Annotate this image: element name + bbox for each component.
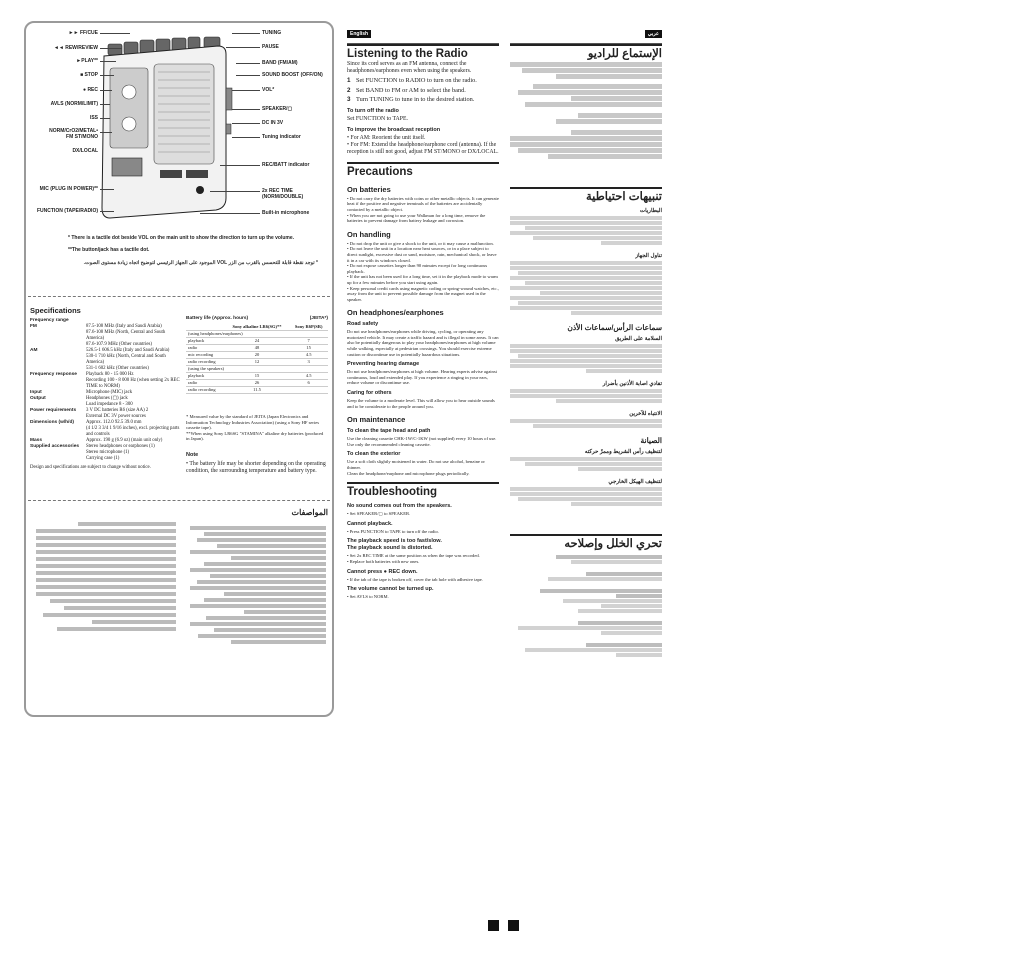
arabic-troubleshooting-text	[510, 555, 662, 657]
leader-line	[210, 191, 260, 192]
ts-question: The volume cannot be turned up.	[347, 586, 434, 593]
clean-head-text: Use the cleaning cassette CHK-1W/C-1KW (not supplied) every 10 hours of use. Use only the recommended cleaning cassette.	[347, 436, 497, 447]
listening-intro: Since its cord serves as an FM antenna, connect the headphones/earphones even when using the speakers.	[347, 61, 472, 74]
step-3: 3 Turn TUNING to tune in to the desired station.	[347, 96, 475, 104]
clean-exterior-text: Use a soft cloth slightly moistened in water. Do not use alcohol, benzine or thinner. Clean the headphone/earphone and microphone plugs periodically.	[347, 459, 485, 476]
leader-line	[232, 90, 260, 91]
battery-footnotes: * Measured value by the standard of JEITA (Japan Electronics and Information Technology Industries Association) (using a Sony HF series cassette tape). **When using Sony LR6SG "STAMINA" alkaline dry batteries (produced in Japan).	[186, 414, 324, 442]
ts-question: No sound comes out from the speakers.	[347, 503, 452, 510]
ts-answer: • Press FUNCTION to TAPE to turn off the radio.	[347, 528, 439, 534]
leader-line	[200, 213, 260, 214]
label-avls: AVLS (NORM/LIMIT)	[50, 101, 98, 107]
label-speaker: SPEAKER/▢	[262, 106, 293, 112]
label-tuning: TUNING	[262, 30, 282, 36]
leader-line	[236, 63, 260, 64]
page-marker-left	[488, 920, 499, 931]
label-rec: ● REC	[83, 87, 98, 93]
arabic-listening-text	[510, 62, 662, 159]
arabic-road-safety-text	[510, 344, 662, 373]
on-handling-text: • Do not drop the unit or give a shock to the unit, or it may cause a malfunction. • Do not leave the unit in a location near heat sources, or in a place subject to direct sunlight, excessive dust or sand, moisture, rain, mechanical shock, or leave it in a car with its windows closed. • Do not expose cassettes longer than 90 minutes except for long continuous playback. • If the unit has not been used for a long time, set it in the playback mode to warm up for a few minutes before you start using again. • Keep personal credit cards using magnetic coding or spring-wound watches, etc., away from the unit to prevent possible damage from the magnet used in the speaker.	[347, 240, 499, 302]
improve-text: • For AM: Reorient the unit itself. • For FM: Extend the headphone/earphone cord (antenna). If the reception is still not good, adjust FM ST/MONO or DX/LOCAL.	[347, 134, 499, 155]
spec-row: Input Microphone (MIC) jack	[30, 390, 133, 395]
leader-line	[100, 61, 116, 62]
leader-line	[236, 75, 260, 76]
label-tuning-indicator: Tuning indicator	[262, 134, 301, 140]
arabic-precautions-title: تنبيهات احتياطية	[510, 187, 662, 204]
arabic-handling-text	[510, 261, 662, 315]
table-row: playback 15 4.5	[186, 373, 328, 380]
specs-title: Specifications	[30, 306, 81, 315]
ts-question: Cannot playback.	[347, 520, 393, 527]
label-built-in-mic: Built-in microphone	[262, 210, 310, 216]
improve-heading: To improve the broadcast reception	[347, 126, 441, 133]
label-pause: PAUSE	[262, 44, 279, 50]
spec-row: Mass Approx. 190 g (6.9 oz) (main unit only)	[30, 438, 163, 443]
label-mic: MIC (PLUG IN POWER)**	[39, 186, 98, 192]
leader-line	[226, 47, 260, 48]
hearing-heading: Preventing hearing damage	[347, 361, 420, 368]
diagram-note-arabic: * توجد نقطة قابلة للتحسس بالقرب من الزر VOL الموجود على الجهاز الرئيسي لتوضيح اتجاه زيادة مستوى الصوت.	[83, 260, 318, 266]
turn-off-heading: To turn off the radio	[347, 107, 399, 114]
arabic-maintenance-heading: الصيانة	[640, 436, 662, 445]
caring-text: Keep the volume to a moderate level. This will allow you to hear outside sounds and to be considerate to the people around you.	[347, 398, 495, 409]
spec-row: Dimensions (w/h/d) Approx. 112.0 92.5 39.0 mm (4 1/2 3 3/4 1 9/16 inches), excl. projecting parts and controls	[30, 420, 180, 437]
ts-answer: • Set AVLS to NORM.	[347, 594, 389, 600]
clean-exterior-heading: To clean the exterior	[347, 451, 401, 458]
ts-question: The playback speed is too fast/slow. The playback sound is distorted.	[347, 538, 442, 552]
table-row: playback 24 7	[186, 338, 328, 345]
label-rew-review: ◄◄ REW/REVIEW	[53, 45, 98, 51]
step-1: 1 Set FUNCTION to RADIO to turn on the radio.	[347, 77, 477, 84]
label-stop: ■ STOP	[80, 72, 98, 78]
dashed-divider	[28, 500, 330, 501]
on-batteries-text: • Do not carry the dry batteries with coins or other metallic objects. It can generate heat if the positive and negative terminals of the batteries are accidentally contacted by a metallic object. • When you are not going to use your Walkman for a long time, remove the batteries to prevent damage from battery leakage and corrosion.	[347, 195, 499, 224]
label-play: ►PLAY**	[76, 58, 98, 64]
spec-row: Frequency response Playback 80 - 15 000 Hz Recording 100 - 8 000 Hz (when setting 2x REC TIME to NORM)	[30, 372, 180, 389]
label-ff-cue: ►► FF/CUE	[68, 30, 98, 36]
arabic-hearing-text	[510, 389, 662, 403]
arabic-clean-exterior-text	[510, 487, 662, 506]
label-function: FUNCTION (TAPE/RADIO)	[36, 208, 98, 214]
battery-note-text: • The battery life may be shorter depending on the operating condition, the surrounding temperature and battery type.	[186, 461, 326, 474]
table-row: radio recording 12 3	[186, 359, 328, 366]
arabic-others-text	[510, 419, 662, 428]
leader-line	[100, 211, 114, 212]
arabic-batteries-heading: البطاريات	[639, 208, 662, 214]
leader-line	[100, 132, 112, 133]
ts-answer: • Set SPEAKER/▢ to SPEAKER.	[347, 511, 411, 517]
arabic-tab: عربي	[645, 30, 662, 38]
label-rec-batt: REC/BATT indicator	[262, 162, 310, 168]
ts-question: Cannot press ● REC down.	[347, 568, 418, 575]
maintenance-heading: On maintenance	[347, 415, 406, 425]
walkman-device-illustration	[100, 28, 245, 228]
specs-list	[30, 318, 182, 471]
leader-line	[232, 123, 260, 124]
road-safety-heading: Road safety	[347, 321, 379, 328]
english-tab: English	[347, 30, 371, 38]
on-headphones-heading: On headphones/earphones	[347, 308, 444, 318]
label-band: BAND (FM/AM)	[262, 60, 298, 66]
arabic-clean-exterior-heading: لتنظيف الهيكل الخارجي	[608, 479, 662, 485]
table-row: mic recording 20 4.5	[186, 352, 328, 359]
arabic-listening-title: الإستماع للراديو	[510, 44, 662, 61]
arabic-specs-text	[190, 524, 326, 646]
on-batteries-heading: On batteries	[347, 184, 391, 194]
leader-line	[100, 104, 110, 105]
table-row: radio recording 11.5	[186, 387, 328, 394]
dashed-divider	[28, 296, 330, 297]
arabic-others-heading: الانتباه للآخرين	[629, 411, 662, 417]
clean-head-heading: To clean the tape head and path	[347, 428, 431, 435]
english-column	[347, 22, 499, 601]
diagram-note-2: **The button/jack has a tactile dot.	[68, 247, 150, 253]
troubleshooting-title: Troubleshooting	[347, 482, 499, 499]
table-row: radio 26 6	[186, 380, 328, 387]
arabic-headphones-heading: سماعات الرأس/سماعات الأذن	[567, 323, 662, 332]
battery-note-title: Note	[186, 452, 199, 458]
ts-answer: • If the tab of the tape is broken off, cover the tab hole with adhesive tape.	[347, 576, 483, 582]
specs-footer: Design and specifications are subject to change without notice.	[30, 465, 151, 470]
turn-off-text: Set FUNCTION to TAPE.	[347, 115, 408, 122]
spec-row: AM 526.5-1 606.5 kHz (Italy and Saudi Arabia) 530-1 710 kHz (North, Central and South America) 531-1 602 kHz (Other countries)	[30, 348, 170, 371]
arabic-batteries-text	[510, 216, 662, 245]
arabic-troubleshooting-title: تحري الخلل وإصلاحه	[510, 534, 662, 551]
label-dc-in: DC IN 3V	[262, 120, 284, 126]
leader-line	[100, 90, 112, 91]
leader-line	[100, 48, 122, 49]
arabic-specs-title: المواصفات	[291, 508, 328, 517]
label-iss: ISS	[89, 115, 98, 121]
label-dx-local: DX/LOCAL	[72, 148, 98, 154]
label-sound-boost: SOUND BOOST (OFF/ON)	[262, 72, 323, 78]
battery-table: Sony alkaline LR6(SG)** Sony R6P(SR) (using headphones/earphones) playback 24 7 radio 48 15 mic recording 20 4.5 radio recording 12 3 (using the speakers) playback 15 4.5 radio 26 6 radio recording 11.5	[186, 324, 328, 394]
diagram-note-1: * There is a tactile dot beside VOL on the main unit to show the direction to turn up the volume.	[68, 235, 295, 241]
hearing-text: Do not use headphones/earphones at high volume. Hearing experts advise against continuous, loud and extended play. If you experience a ringing in your ears, reduce volume or discontinue use.	[347, 369, 497, 386]
ts-answer: • Set 2x REC TIME at the same position as when the tape was recorded. • Replace both batteries with new ones.	[347, 553, 480, 564]
road-safety-text: Do not use headphones/earphones while driving, cycling, or operating any motorized vehicle. It may create a traffic hazard and is illegal in some areas. It can also be potentially dangerous to play your headphones/earphones at high volume while walking, especially at pedestrian crossings. You should exercise extreme caution or discontinue use in potentially hazardous situations.	[347, 329, 499, 357]
arabic-hearing-heading: تفادي اصابة الأذنين بأضرار	[602, 381, 662, 387]
on-handling-heading: On handling	[347, 229, 391, 239]
arabic-column	[510, 22, 662, 658]
label-norm-fm-st: NORM/CrO2/METAL• FM ST/MONO	[49, 128, 98, 140]
arabic-handling-heading: تناول الجهاز	[635, 253, 662, 259]
precautions-title: Precautions	[347, 162, 499, 179]
leader-line	[220, 165, 260, 166]
leader-line	[100, 189, 114, 190]
leader-line	[100, 75, 114, 76]
leader-line	[232, 33, 260, 34]
label-vol: VOL*	[262, 87, 275, 93]
spec-row: Frequency range	[30, 318, 69, 323]
spec-row: Supplied accessories Stereo headphones or earphones (1) Stereo microphone (1) Carrying case (1)	[30, 444, 155, 461]
table-row: radio 48 15	[186, 345, 328, 352]
leader-line	[100, 33, 130, 34]
arabic-road-safety-heading: السلامة على الطريق	[615, 336, 662, 342]
leader-line	[232, 137, 260, 138]
caring-heading: Caring for others	[347, 390, 392, 397]
leader-line	[100, 118, 110, 119]
arabic-clean-head-heading: لتنظيف رأس الشريط وممرّ حركته	[584, 449, 662, 455]
arabic-battery-table	[36, 520, 176, 634]
arabic-clean-head-text	[510, 457, 662, 471]
page-marker-right	[508, 920, 519, 931]
spec-row: Power requirements 3 V DC batteries R6 (size AA) 2 External DC 3V power sources	[30, 408, 149, 419]
listening-title: Listening to the Radio	[347, 44, 499, 61]
step-2: 2 Set BAND to FM or AM to select the band.	[347, 86, 466, 94]
spec-row: Output Headphones (▢) jack Load impedance 8 - 300	[30, 396, 133, 407]
battery-header: Battery life (Approx. hours) (JEITA*)	[186, 316, 328, 321]
label-2x-rec-time: 2x REC TIME (NORM/DOUBLE)	[262, 188, 304, 200]
spec-row: FM 87.5-108 MHz (Italy and Saudi Arabia) 87.6-108 MHz (North, Central and South America) 87.6-107.9 MHz (Other countries)	[30, 324, 166, 347]
leader-line	[232, 109, 260, 110]
